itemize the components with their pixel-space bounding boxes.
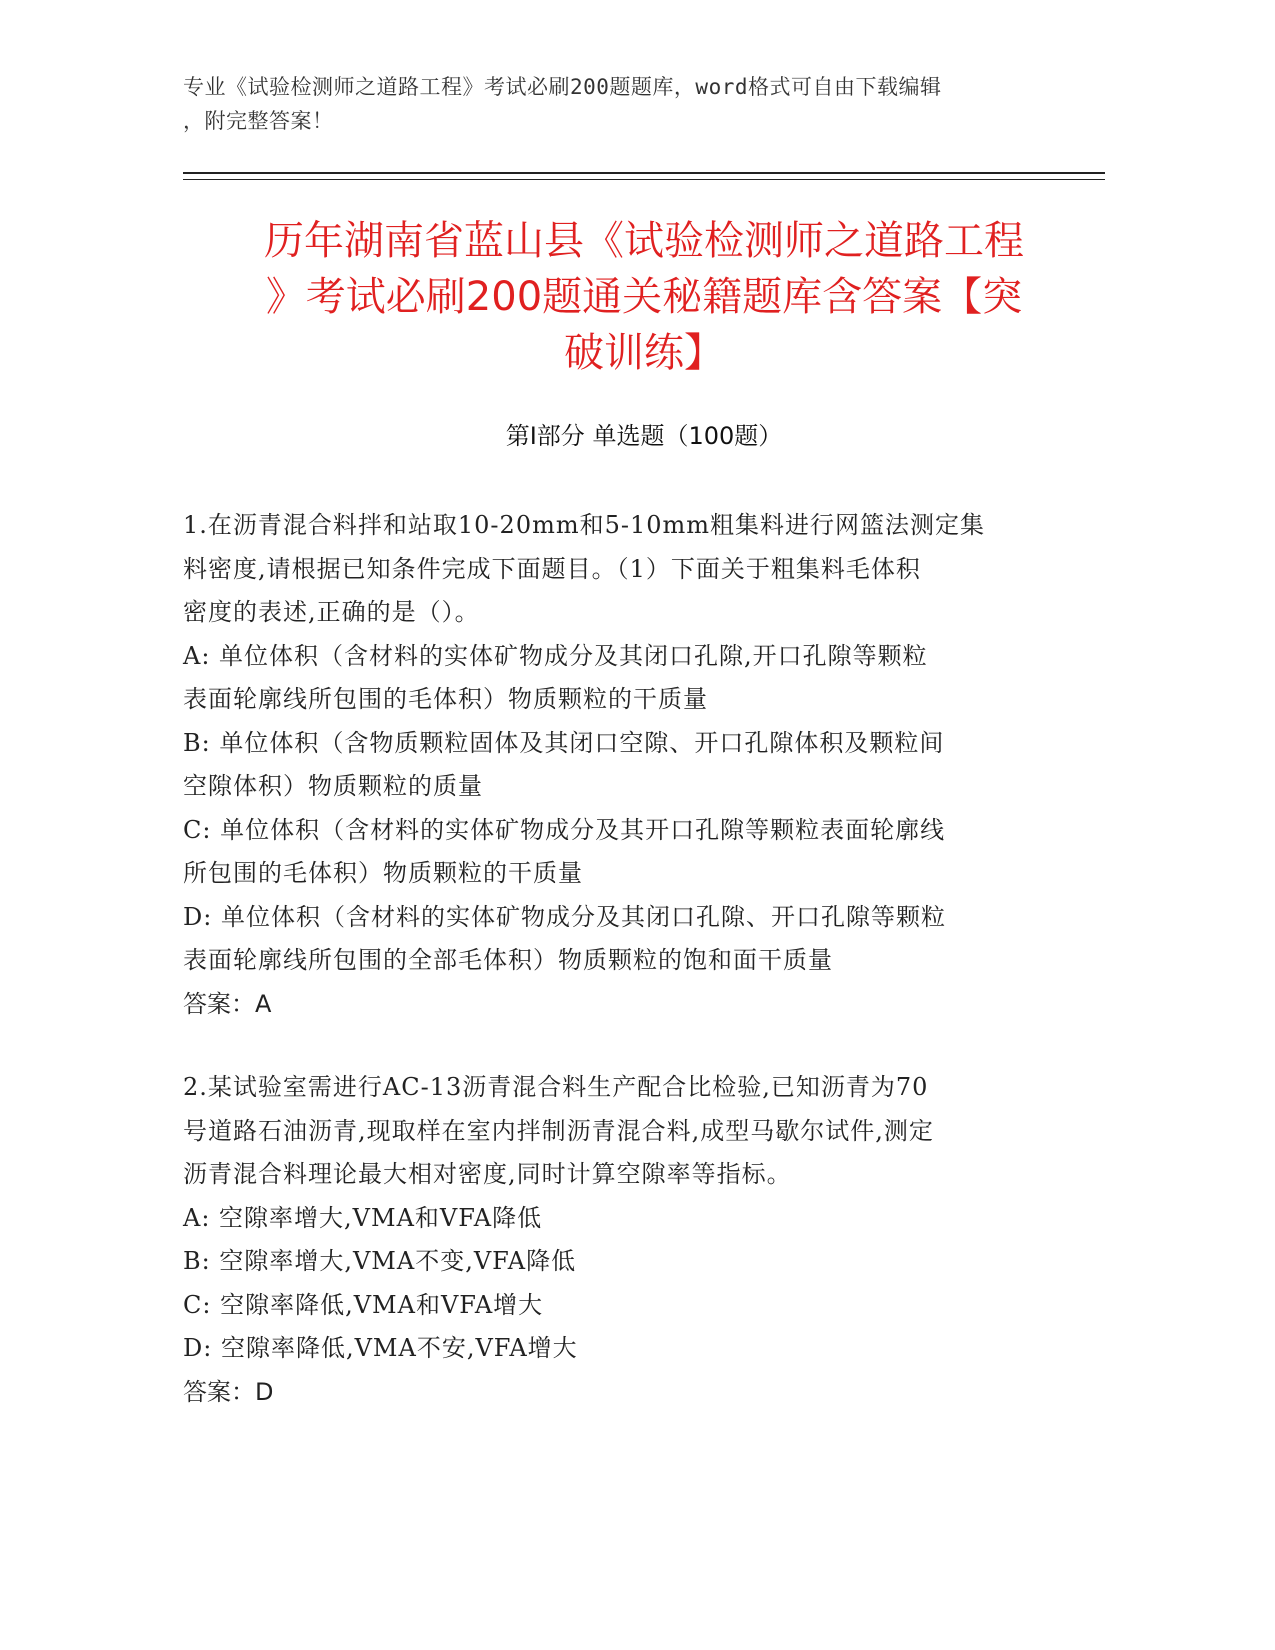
question-stem-line: 1.在沥青混合料拌和站取10-20mm和5-10mm粗集料进行网篮法测定集 xyxy=(183,511,986,539)
question-1 xyxy=(183,504,1043,1026)
option-b-line: 空隙体积）物质颗粒的质量 xyxy=(183,772,483,800)
option-d-line: D: 单位体积（含材料的实体矿物成分及其闭口孔隙、开口孔隙等颗粒 xyxy=(183,902,946,931)
question-2 xyxy=(183,1066,1043,1414)
option-a-line: A: 单位体积（含材料的实体矿物成分及其闭口孔隙,开口孔隙等颗粒 xyxy=(183,641,928,670)
option-c-line: C: 空隙率降低,VMA和VFA增大 xyxy=(183,1290,544,1319)
header-note-line-2: ，附完整答案！ xyxy=(183,109,334,133)
option-a-line: 表面轮廓线所包围的毛体积）物质颗粒的干质量 xyxy=(183,685,708,713)
option-d-line: 表面轮廓线所包围的全部毛体积）物质颗粒的饱和面干质量 xyxy=(183,946,833,974)
header-note xyxy=(183,70,1063,138)
header-divider-thick xyxy=(183,172,1105,174)
question-stem-line: 2.某试验室需进行AC-13沥青混合料生产配合比检验,已知沥青为70 xyxy=(183,1073,929,1101)
option-a-line: A: 空隙率增大,VMA和VFA降低 xyxy=(183,1203,543,1232)
document-title xyxy=(183,213,1105,381)
option-b-line: B: 空隙率增大,VMA不变,VFA降低 xyxy=(183,1247,577,1275)
document-title-line-2: 》考试必刷200题通关秘籍题库含答案【突 xyxy=(265,274,1023,320)
document-title-line-1: 历年湖南省蓝山县《试验检测师之道路工程 xyxy=(264,218,1024,264)
option-c-line: 所包围的毛体积）物质颗粒的干质量 xyxy=(183,859,583,887)
option-c-line: C: 单位体积（含材料的实体矿物成分及其开口孔隙等颗粒表面轮廓线 xyxy=(183,815,946,844)
question-stem-line: 沥青混合料理论最大相对密度,同时计算空隙率等指标。 xyxy=(183,1160,792,1188)
document-title-line-3: 破训练】 xyxy=(564,330,724,376)
answer-text: 答案：D xyxy=(183,1377,274,1406)
option-d-line: D: 空隙率降低,VMA不安,VFA增大 xyxy=(183,1334,578,1362)
question-stem-line: 密度的表述,正确的是（）。 xyxy=(183,598,480,626)
question-stem-line: 料密度,请根据已知条件完成下面题目。（1）下面关于粗集料毛体积 xyxy=(183,554,921,583)
option-b-line: B: 单位体积（含物质颗粒固体及其闭口空隙、开口孔隙体积及颗粒间 xyxy=(183,728,945,757)
section-heading: 第Ⅰ部分 单选题（100题） xyxy=(505,422,783,450)
question-stem-line: 号道路石油沥青,现取样在室内拌制沥青混合料,成型马歇尔试件,测定 xyxy=(183,1116,934,1145)
answer-text: 答案：A xyxy=(183,989,272,1018)
header-note-line-1: 专业《试验检测师之道路工程》考试必刷200题题库，word格式可自由下载编辑 xyxy=(183,75,942,99)
header-divider-thin xyxy=(183,179,1105,180)
